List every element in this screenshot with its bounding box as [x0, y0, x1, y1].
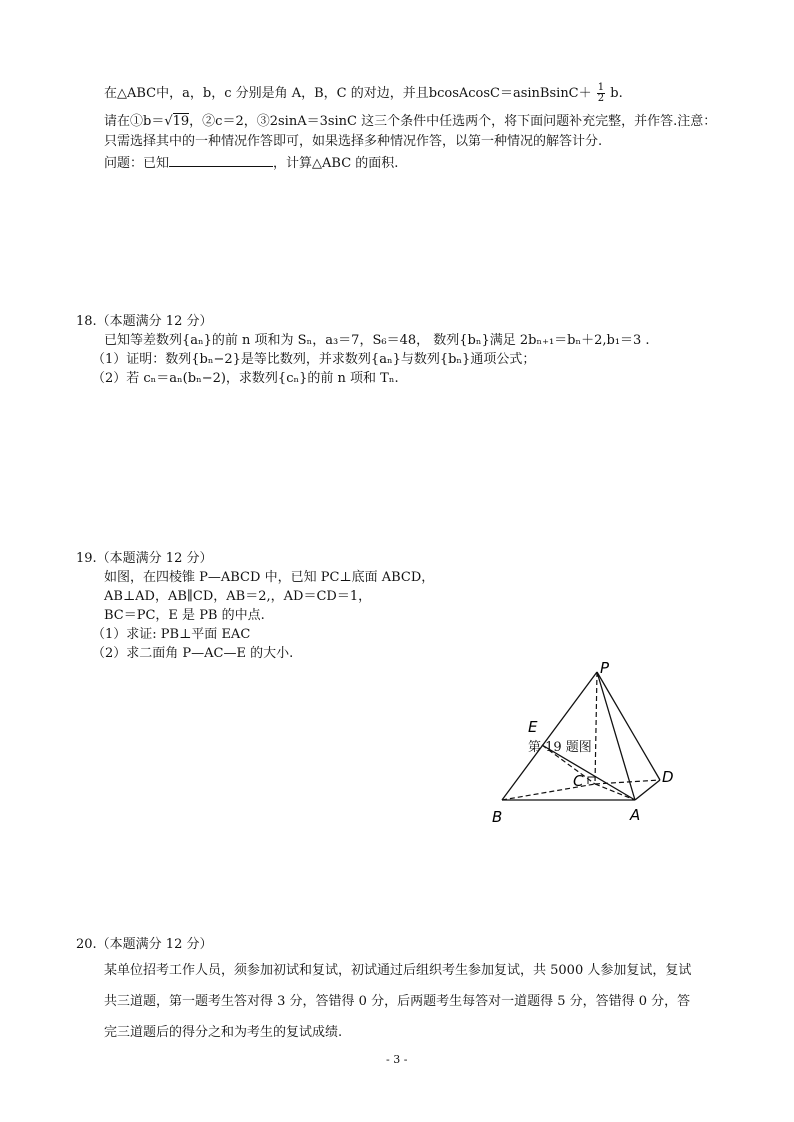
q19-header: 19.（本题满分 12 分） — [76, 551, 213, 566]
page-number: - 3 - — [386, 1053, 408, 1066]
q17-line3: 只需选择其中的一种情况作答即可，如果选择多种情况作答，以第一种情况的解答计分. — [104, 134, 603, 149]
q17-line2: 请在①b＝√19，②c＝2，③2sinA＝3sinC 这三个条件中任选两个，将下面问题补充完整，并作答.注意： — [104, 114, 717, 129]
sqrt-value: 19 — [172, 114, 190, 129]
label-B: B — [492, 808, 503, 826]
q19-line3: BC＝PC，E 是 PB 的中点. — [104, 608, 265, 623]
q18-part1: （1）证明：数列{bₙ−2}是等比数列，并求数列{aₙ}与数列{bₙ}通项公式； — [92, 352, 536, 367]
edge-AD — [635, 780, 660, 800]
q18-header: 18.（本题满分 12 分） — [76, 314, 213, 329]
answer-blank — [169, 153, 273, 167]
edge-PD — [597, 672, 660, 780]
q17-line1-tail: b. — [610, 86, 623, 101]
sqrt-symbol: √ — [164, 114, 173, 129]
label-E: E — [528, 718, 538, 736]
one-half-fraction: $\frac{1}{2}$ — [597, 82, 605, 104]
q20-line2: 共三道题，第一题考生答对得 3 分，答错得 0 分，后两题考生每答对一道题得 5 分，答错得 0 分，答 — [104, 994, 691, 1009]
label-C: C — [573, 772, 584, 790]
q19-part2: （2）求二面角 P—AC—E 的大小. — [92, 646, 294, 661]
q19-line1: 如图，在四棱锥 P—ABCD 中，已知 PC⊥底面 ABCD， — [104, 570, 435, 585]
q19-line2: AB⊥AD，AB∥CD，AB＝2,，AD＝CD＝1， — [104, 589, 372, 604]
q19-part1: （1）求证: PB⊥平面 EAC — [92, 627, 251, 642]
label-A: A — [630, 806, 641, 824]
edge-PC — [595, 672, 597, 784]
q20-line3: 完三道题后的得分之和为考生的复试成绩. — [104, 1025, 343, 1040]
q20-header: 20.（本题满分 12 分） — [76, 937, 213, 952]
q18-part2: （2）若 cₙ＝aₙ(bₙ−2)，求数列{cₙ}的前 n 项和 Tₙ. — [92, 371, 399, 386]
q17-line1 — [104, 83, 623, 104]
q17-line1-text: 在△ABC中，a，b，c 分别是角 A，B，C 的对边，并且bcosAcosC＝asinBsinC＋ — [104, 86, 592, 101]
edge-CA — [595, 784, 635, 800]
label-D: D — [662, 768, 674, 786]
figure-caption: 第 19 题图 — [528, 740, 592, 755]
q20-line1: 某单位招考工作人员，须参加初试和复试，初试通过后组织考生参加复试，共 5000 人参加复试，复试 — [104, 963, 692, 978]
q17-line4: 问题：已知 ，计算△ABC 的面积. — [104, 153, 398, 173]
label-P: P — [600, 660, 610, 677]
q18-line1: 已知等差数列{aₙ}的前 n 项和为 Sₙ，a₃＝7，S₆＝48， 数列{bₙ}满足 2bₙ₊₁＝bₙ＋2,b₁＝3 . — [104, 333, 650, 348]
pyramid-figure — [480, 660, 700, 830]
